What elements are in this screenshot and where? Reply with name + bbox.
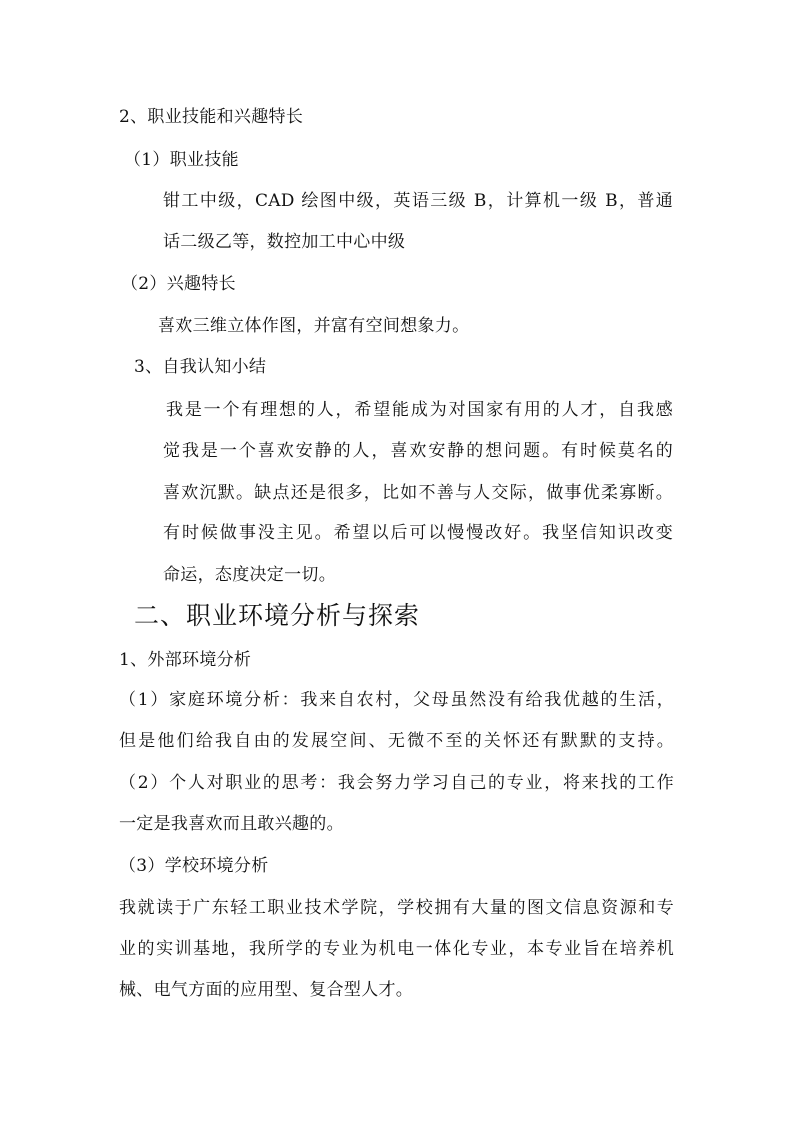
section-heading-skills: 2、职业技能和兴趣特长: [119, 107, 304, 127]
paragraph-line: 一定是我喜欢而且敢兴趣的。: [119, 814, 344, 834]
section-heading-external-environment: 1、外部环境分析: [119, 650, 252, 670]
paragraph-line: 觉我是一个喜欢安静的人，喜欢安静的想问题。有时候莫名的: [163, 441, 673, 461]
paragraph-line: 有时候做事没主见。希望以后可以慢慢改好。我坚信知识改变: [163, 523, 673, 543]
paragraph-line: 喜欢沉默。缺点还是很多，比如不善与人交际，做事优柔寡断。: [163, 483, 673, 503]
paragraph-line: 械、电气方面的应用型、复合型人才。: [119, 980, 414, 1000]
paragraph-line: 钳工中级，CAD 绘图中级，英语三级 B，计算机一级 B，普通: [163, 191, 673, 211]
paragraph-line: 话二级乙等，数控加工中心中级: [163, 232, 406, 252]
paragraph-line: （1）家庭环境分析：我来自农村，父母虽然没有给我优越的生活，: [119, 690, 674, 710]
subheading-interests: （2）兴趣特长: [121, 274, 236, 294]
paragraph-line: 我是一个有理想的人，希望能成为对国家有用的人才，自我感: [166, 400, 673, 420]
paragraph-line: 业的实训基地，我所学的专业为机电一体化专业，本专业旨在培养机: [119, 939, 674, 959]
part-heading-career-environment: 二、职业环境分析与探索: [134, 601, 421, 630]
paragraph-line: 我就读于广东轻工职业技术学院，学校拥有大量的图文信息资源和专: [119, 898, 674, 918]
paragraph-line: 喜欢三维立体作图，并富有空间想象力。: [158, 316, 470, 336]
paragraph-line: 命运，态度决定一切。: [163, 565, 336, 585]
subheading-school-environment: （3）学校环境分析: [119, 856, 269, 876]
paragraph-line: （2）个人对职业的思考：我会努力学习自己的专业，将来找的工作: [119, 773, 674, 793]
section-heading-self-summary: 3、自我认知小结: [134, 357, 267, 377]
paragraph-line: 但是他们给我自由的发展空间、无微不至的关怀还有默默的支持。: [119, 731, 674, 751]
subheading-professional-skills: （1）职业技能: [124, 150, 239, 170]
